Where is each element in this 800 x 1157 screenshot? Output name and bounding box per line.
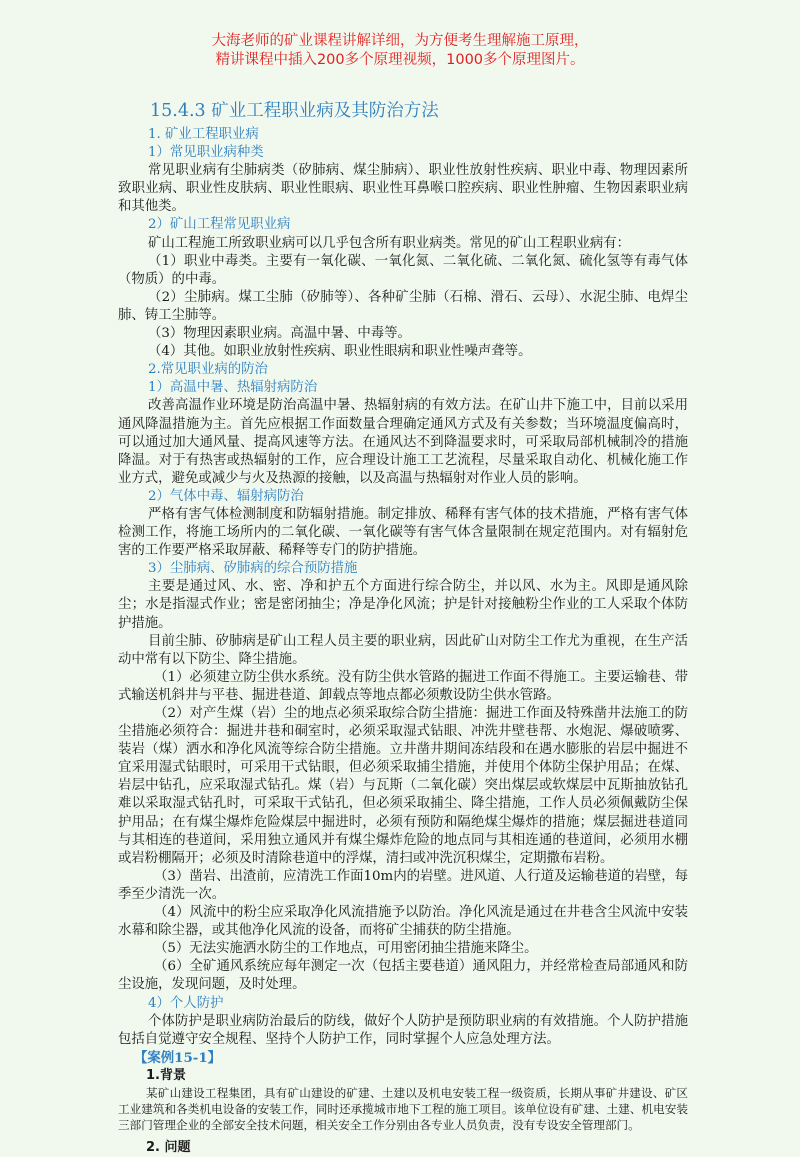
subheading-gas-poisoning: 2）气体中毒、辐射病防治	[148, 488, 304, 504]
list-item: （1）职业中毒类。主要有一氧化碳、一氧化氮、二氧化硫、二氧化氮、硫化氢等有毒气体（物质）的中毒。	[118, 253, 688, 287]
promo-banner	[0, 32, 800, 70]
subheading-pneumoconiosis: 3）尘肺病、矽肺病的综合预防措施	[148, 561, 358, 577]
list-item: （2）对产生煤（岩）尘的地点必须采取综合防尘措施：掘进工作面及特殊凿井法施工的防尘措施必须符合：掘进井巷和硐室时，必须采取湿式钻眼、冲洗井壁巷帮、水炮泥、爆破喷雾、装岩（煤）洒水和净化风流等综合防尘措施。立井凿井期间冻结段和在遇水膨胀的岩层中掘进不宜采用湿式钻眼时，可采用干式钻眼，但必须采取捕尘措施，并使用个体防尘保护用品；在煤、岩层中钻孔，应采取湿式钻孔。煤（岩）与瓦斯（二氧化碳）突出煤层或软煤层中瓦斯抽放钻孔难以采取湿式钻孔时，可采取干式钻孔，但必须采取捕尘、降尘措施，工作人员必须佩戴防尘保护用品；在有煤尘爆炸危险煤层中掘进时，必须有预防和隔绝煤尘爆炸的措施；煤层掘进巷道同与其相连的巷道间，采用独立通风并有煤尘爆炸危险的地点同与其相连通的巷道间，必须用水棚或岩粉棚隔开；必须及时清除巷道中的浮煤，清扫或冲洗沉积煤尘，定期撒布岩粉。	[118, 706, 688, 866]
case-heading-questions: 2. 问题	[146, 1139, 191, 1155]
case-heading-background: 1.背景	[146, 1067, 186, 1083]
paragraph: 主要是通过风、水、密、净和护五个方面进行综合防尘，并以风、水为主。风即是通风除尘；水是指湿式作业；密是密闭抽尘；净是净化风流；护是针对接触粉尘作业的工人采取个体防护措施。	[118, 579, 688, 631]
list-item: （5）无法实施洒水防尘的工作地点，可用密闭抽尘措施来降尘。	[154, 941, 538, 957]
list-item: （6）全矿通风系统应每年测定一次（包括主要巷道）通风阻力，并经常检查局部通风和防尘设施，发现问题，及时处理。	[118, 959, 688, 993]
paragraph: 目前尘肺、矽肺病是矿山工程人员主要的职业病，因此矿山对防尘工作尤为重视，在生产活动中常有以下防尘、降尘措施。	[118, 633, 688, 667]
heading-prevention: 2.常见职业病的防治	[148, 362, 268, 378]
list-item: （2）尘肺病。煤工尘肺（矽肺等）、各种矿尘肺（石棉、滑石、云母）、水泥尘肺、电焊尘肺、铸工尘肺等。	[118, 289, 688, 323]
paragraph: 严格有害气体检测制度和防辐射措施。制定排放、稀释有害气体的技术措施，严格有害气体检测工作，将施工场所内的二氧化碳、一氧化碳等有害气体含量限制在规定范围内。对有辐射危害的工作要严格采取屏蔽、稀释等专门的防护措施。	[118, 506, 688, 559]
paragraph: 常见职业病有尘肺病类（矽肺病、煤尘肺病）、职业性放射性疾病、职业中毒、物理因素所致职业病、职业性皮肤病、职业性眼病、职业性耳鼻喉口腔疾病、职业性肿瘤、生物因素职业病和其他类。	[118, 163, 688, 215]
section-title: 15.4.3 矿业工程职业病及其防治方法	[150, 101, 439, 121]
list-item: （4）风流中的粉尘应采取净化风流措施予以防治。净化风流是通过在井巷含尘风流中安装水幕和除尘器，或其他净化风流的设备，而将矿尘捕获的防尘措施。	[118, 905, 688, 939]
list-item: （1）必须建立防尘供水系统。没有防尘供水管路的掘进工作面不得施工。主要运输巷、带式输送机斜井与平巷、掘进巷道、卸载点等地点都必须敷设防尘供水管路。	[118, 669, 688, 703]
document-body	[118, 100, 688, 1157]
subheading-heatstroke: 1）高温中暑、热辐射病防治	[148, 380, 318, 396]
subheading-common-types: 1）常见职业病种类	[148, 145, 264, 161]
banner-line-2: 精讲课程中插入200多个原理视频，1000多个原理图片。	[215, 52, 585, 68]
subheading-mine-common: 2）矿山工程常见职业病	[148, 217, 291, 233]
banner-line-1: 大海老师的矿业课程讲解详细，为方便考生理解施工原理，	[211, 33, 589, 49]
paragraph: 改善高温作业环境是防治高温中暑、热辐射病的有效方法。在矿山井下施工中，目前以采用通风降温措施为主。首先应根据工作面数量合理确定通风方式及有关参数；当环境温度偏高时，可以通过加大通风量、提高风速等方法。在通风达不到降温要求时，可采取局部机械制冷的措施降温。对于有热害或热辐射的工作，应合理设计施工工艺流程，尽量采取自动化、机械化施工作业方式，避免或减少与火及热源的接触，以及高温与热辐射对作业人员的影响。	[118, 398, 688, 486]
case-paragraph: 某矿山建设工程集团，具有矿山建设的矿建、土建以及机电安装工程一级资质，长期从事矿井建设、矿区工业建筑和各类机电设备的安装工作，同时还承揽城市地下工程的施工项目。该单位设有矿建、土建、机电安装三部门管理企业的全部安全技术问题，相关安全工作分别由各专业人员负责，没有专设安全管理部门。	[118, 1085, 688, 1132]
list-item: （4）其他。如职业放射性疾病、职业性眼病和职业性噪声聋等。	[148, 344, 532, 360]
subheading-personal-protection: 4）个人防护	[148, 995, 224, 1011]
list-item: （3）物理因素职业病。高温中暑、中毒等。	[148, 326, 411, 342]
paragraph: 个体防护是职业病防治最后的防线，做好个人防护是预防职业病的有效措施。个人防护措施包括自觉遵守安全规程、坚持个人防护工作，同时掌握个人应急处理方法。	[118, 1013, 688, 1047]
heading-occupational-disease: 1. 矿业工程职业病	[148, 127, 259, 142]
case-label: 【案例15-1】	[134, 1049, 222, 1066]
list-item: （3）凿岩、出渣前，应清洗工作面10m内的岩壁。进风道、人行道及运输巷道的岩壁，每季至少清洗一次。	[118, 868, 688, 902]
paragraph: 矿山工程施工所致职业病可以几乎包含所有职业病类。常见的矿山工程职业病有：	[148, 235, 631, 251]
